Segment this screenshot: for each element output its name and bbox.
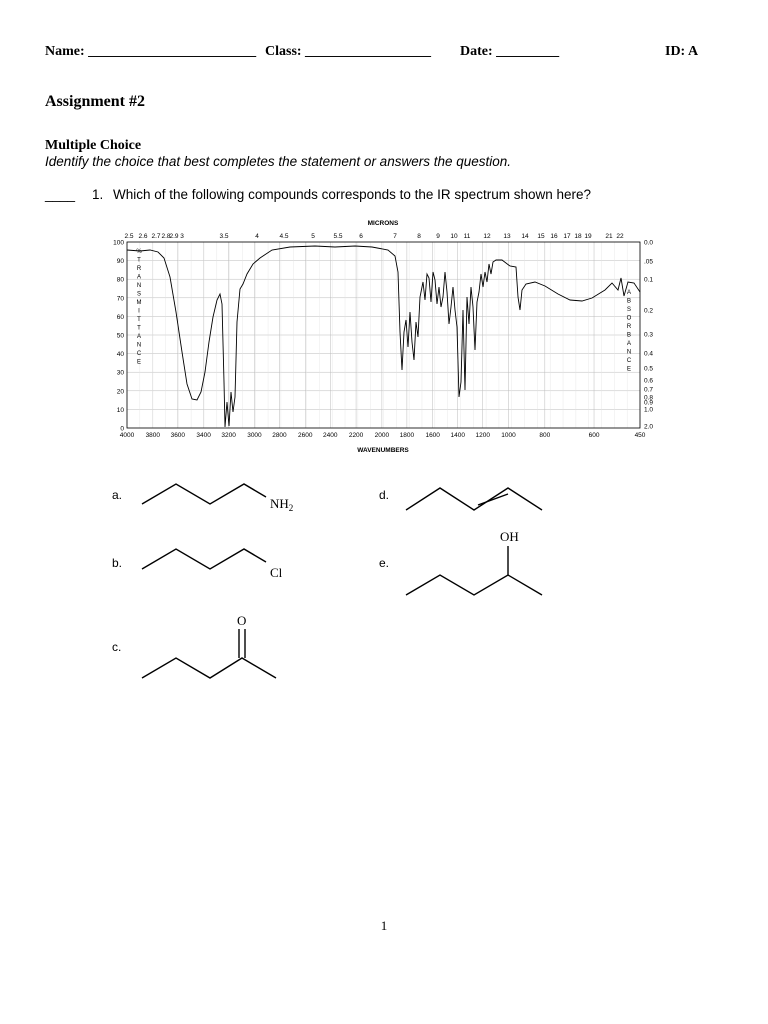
section-title: Multiple Choice <box>45 138 142 153</box>
micron-tick: 3 <box>180 233 184 240</box>
micron-tick: 5 <box>311 233 315 240</box>
option-d-structure <box>402 478 547 518</box>
absorbance-tick: 0.0 <box>644 239 654 247</box>
absorbance-tick: 2.0 <box>644 423 654 431</box>
option-a-label: $NH_2$ <box>270 496 294 513</box>
date-field[interactable]: Date: _________ <box>460 44 560 59</box>
transmittance-letter: T <box>137 317 141 323</box>
micron-tick: 2.6 <box>138 233 148 240</box>
transmittance-tick: 60 <box>116 313 124 321</box>
transmittance-tick: 100 <box>113 239 124 247</box>
absorbance-letter: O <box>626 315 632 322</box>
option-b-label: Cl <box>270 565 283 580</box>
transmittance-letter: T <box>137 325 141 332</box>
wavenumber-tick: 2000 <box>374 432 390 439</box>
micron-tick: 19 <box>584 233 592 240</box>
micron-tick: 4 <box>255 233 259 240</box>
absorbance-tick: 0.5 <box>644 365 654 373</box>
option-e-structure <box>402 525 547 600</box>
transmittance-tick: 0 <box>120 425 124 433</box>
option-b-letter: b. <box>112 556 123 570</box>
wavenumber-tick: 3800 <box>145 432 161 439</box>
assignment-title: Assignment #2 <box>45 93 146 110</box>
wavenumber-tick: 1200 <box>475 432 490 439</box>
transmittance-letter: M <box>136 300 142 306</box>
micron-tick: 6 <box>359 233 363 240</box>
micron-tick: 11 <box>463 233 471 240</box>
answer-blank[interactable]: ____ <box>45 187 76 202</box>
wavenumber-tick: 3200 <box>221 432 236 439</box>
micron-tick: 14 <box>521 233 529 240</box>
wavenumbers-label: WAVENUMBERS <box>357 447 409 454</box>
microns-label: MICRONS <box>367 220 399 227</box>
micron-tick: 4.5 <box>279 233 289 240</box>
wavenumber-tick: 3000 <box>247 432 262 439</box>
wavenumber-tick: 2200 <box>348 432 364 439</box>
micron-ticks <box>124 233 624 240</box>
wavenumber-tick: 1000 <box>501 432 516 439</box>
transmittance-letter: % <box>136 249 142 255</box>
wavenumber-tick: 2600 <box>298 432 313 439</box>
micron-tick: 2.8 <box>161 233 171 240</box>
absorbance-tick: 0.1 <box>644 276 654 284</box>
micron-tick: 16 <box>550 233 558 240</box>
id-label: ID: A <box>665 44 699 59</box>
micron-tick: 8 <box>417 233 421 240</box>
absorbance-letter: B <box>626 332 632 339</box>
wavenumber-ticks <box>120 432 646 439</box>
absorbance-letter: N <box>626 349 632 356</box>
name-field[interactable]: Name: ________________________ <box>45 44 257 59</box>
absorbance-axis-label <box>627 290 632 373</box>
micron-tick: 2.5 <box>124 233 134 240</box>
transmittance-letter: N <box>136 342 142 349</box>
question-number: 1. <box>92 187 104 202</box>
transmittance-tick: 90 <box>116 258 124 266</box>
transmittance-letter: C <box>136 351 142 357</box>
absorbance-tick: 1.0 <box>644 406 654 414</box>
ir-spectrum <box>110 212 660 460</box>
option-b-structure <box>138 540 313 585</box>
transmittance-letter: A <box>136 334 142 340</box>
absorbance-ticks <box>644 240 653 431</box>
question-text: Which of the following compounds corresponds to the IR spectrum shown here? <box>113 187 591 202</box>
absorbance-tick: 0.2 <box>644 307 654 315</box>
transmittance-letter: T <box>137 257 141 264</box>
option-e-label: OH <box>500 529 519 544</box>
transmittance-tick: 10 <box>116 406 124 414</box>
absorbance-letter: E <box>626 366 632 373</box>
wavenumber-tick: 1800 <box>399 432 415 439</box>
page-number: 1 <box>380 918 388 933</box>
micron-tick: 3.5 <box>219 233 229 240</box>
transmittance-tick: 50 <box>116 332 124 340</box>
transmittance-letter: I <box>138 308 140 315</box>
absorbance-tick: 0.4 <box>644 350 654 358</box>
instructions: Identify the choice that best completes the statement or answers the question. <box>45 154 512 169</box>
option-c-label: O <box>237 613 247 628</box>
wavenumber-tick: 2400 <box>323 432 338 439</box>
absorbance-letter: A <box>626 341 632 347</box>
transmittance-tick: 20 <box>116 388 124 396</box>
micron-tick: 7 <box>393 233 397 240</box>
wavenumber-tick: 800 <box>539 432 551 439</box>
absorbance-letter: A <box>626 290 632 296</box>
wavenumber-tick: 3600 <box>170 432 186 439</box>
micron-tick: 9 <box>436 233 440 240</box>
wavenumber-tick: 1600 <box>425 432 440 439</box>
micron-tick: 18 <box>574 233 582 240</box>
wavenumber-tick: 2800 <box>272 432 287 439</box>
header <box>45 44 700 64</box>
option-a-structure <box>138 470 313 520</box>
transmittance-letter: S <box>136 291 142 298</box>
wavenumber-tick: 4000 <box>119 432 135 439</box>
transmittance-tick: 30 <box>116 369 124 377</box>
absorbance-tick: 0.3 <box>644 331 654 339</box>
micron-tick: 2.9 <box>169 233 179 240</box>
micron-tick: 21 <box>605 233 613 240</box>
absorbance-letter: B <box>626 298 632 305</box>
micron-tick: 12 <box>483 233 491 240</box>
option-d-letter: d. <box>379 488 390 502</box>
spectrum-grid <box>127 242 640 428</box>
option-e-letter: e. <box>379 556 390 570</box>
class-field[interactable]: Class: __________________ <box>265 44 432 59</box>
absorbance-tick: 0.9 <box>644 399 654 407</box>
option-c-structure <box>138 612 283 684</box>
transmittance-letter: N <box>136 283 142 289</box>
transmittance-tick: 40 <box>116 351 124 359</box>
wavenumber-tick: 450 <box>634 432 646 439</box>
absorbance-letter: S <box>626 307 632 313</box>
wavenumber-tick: 1400 <box>450 432 465 439</box>
transmittance-letter: E <box>136 359 142 366</box>
absorbance-tick: .05 <box>644 258 654 266</box>
option-a-letter: a. <box>112 488 123 502</box>
absorbance-letter: R <box>626 324 632 330</box>
transmittance-letter: R <box>136 266 142 272</box>
absorbance-tick: 0.7 <box>644 386 654 394</box>
absorbance-tick: 0.8 <box>644 394 654 402</box>
transmittance-letter: A <box>136 274 142 281</box>
transmittance-tick: 80 <box>116 276 124 284</box>
absorbance-letter: C <box>626 358 632 364</box>
micron-tick: 17 <box>563 233 571 240</box>
micron-tick: 2.7 <box>151 233 161 240</box>
transmittance-axis-label <box>136 249 142 366</box>
wavenumber-tick: 600 <box>588 432 600 439</box>
micron-tick: 22 <box>616 233 624 240</box>
micron-tick: 13 <box>503 233 511 240</box>
micron-tick: 10 <box>450 233 458 240</box>
absorbance-tick: 0.6 <box>644 377 654 385</box>
micron-tick: 15 <box>537 233 545 240</box>
transmittance-tick: 70 <box>116 295 124 303</box>
transmittance-ticks <box>113 240 124 433</box>
option-c-letter: c. <box>112 640 122 654</box>
wavenumber-tick: 3400 <box>196 432 211 439</box>
micron-tick: 5.5 <box>333 233 343 240</box>
